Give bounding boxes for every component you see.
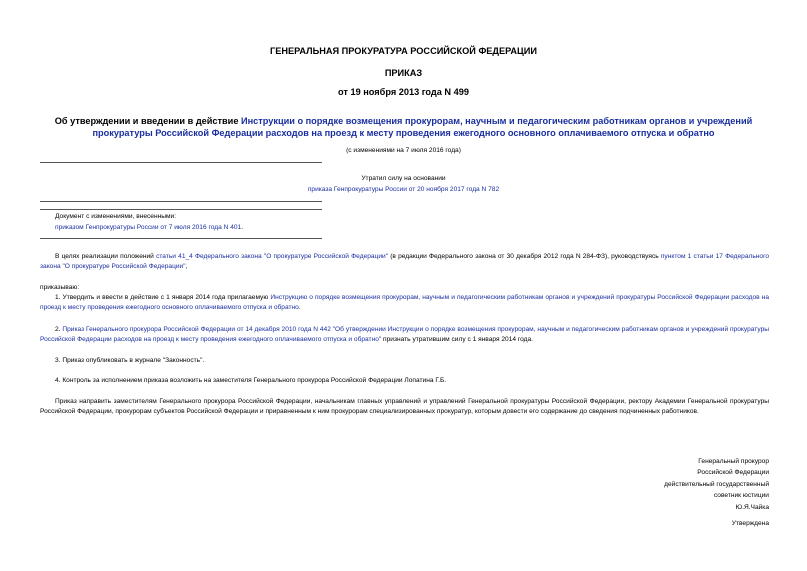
divider: [40, 238, 322, 239]
doc-type: ПРИКАЗ: [384, 68, 423, 78]
signature-name: Ю.Я.Чайка: [735, 503, 769, 511]
lost-force-label: Утратил силу на основании: [361, 175, 446, 182]
paragraph-preamble: В целях реализации положений статьи 41_4 Федерального закона "О прокуратуре Российской Федерации" (в редакции Федерального закона от 30 декабря 2012 года N 284-ФЗ), руководствуясь пунктом 1 статьи 17 Федерального закона "О прокуратуре Российской Федерации",: [40, 253, 770, 271]
lost-force-block: [0, 185, 807, 195]
amendments-block: приказом Генпрокуратуры России от 7 июля 2016 года N 401.: [55, 224, 244, 231]
amendments-label: Документ с изменениями, внесенными:: [55, 213, 177, 220]
link-instruction[interactable]: Инструкцию о порядке возмещения прокурорам, научным и педагогическим работникам органов и учреждений прокуратуры Российской Федерации расходов на проезд к месту проведения ежегодного основного оплачиваемого отпуска и обратно: [40, 294, 769, 312]
paragraph-1: 1. Утвердить и ввести в действие с 1 января 2014 года прилагаемую Инструкцию о порядке возмещения прокурорам, научным и педагогическим работникам органов и учреждений прокуратуры Российской Федерации расходов на проезд к месту проведения ежегодного основного оплачиваемого отпуска и обратно.: [40, 294, 769, 312]
lost-force-link[interactable]: приказа Генпрокуратуры России от 20 ноября 2017 года N 782: [307, 186, 500, 193]
paragraph-3: 3. Приказ опубликовать в журнале "Законность".: [55, 357, 205, 364]
approved-label: Утверждена: [731, 520, 769, 527]
signature-block: [664, 456, 769, 513]
link-article-17[interactable]: пунктом 1 статьи 17 Федерального закона "О прокуратуре Российской Федерации": [40, 253, 770, 271]
title-instruction-link[interactable]: Инструкции о порядке возмещения прокурорам, научным и педагогическим работникам органов и учреждений прокуратуры Российской Федерации расходов на проезд к месту проведения ежегодного основного оплачиваемого отпуска и обратно: [92, 116, 753, 138]
changes-note: (с изменениями на 7 июля 2016 года): [346, 147, 461, 154]
title-prefix: Об утверждении и введении в действие: [54, 116, 241, 126]
paragraph-4: 4. Контроль за исполнением приказа возложить на заместителя Генерального прокурора Российской Федерации Лопатина Г.Б.: [55, 377, 447, 384]
org-name: ГЕНЕРАЛЬНАЯ ПРОКУРАТУРА РОССИЙСКОЙ ФЕДЕРАЦИИ: [270, 46, 537, 56]
signature-line: советник юстиции: [713, 492, 769, 500]
divider: [40, 209, 322, 210]
paragraph-5: Приказ направить заместителям Генерального прокурора Российской Федерации, начальникам главных управлений и управлений Генеральной прокуратуры Российской Федерации, ректору Академии Генеральной прокуратуры Российской Федерации, прокурорам субъектов Российской Федерации и приравненным к ним прокурорам специализированных прокуратур, которым довести его содержание до сведения подчиненных работников.: [40, 398, 769, 416]
amendments-link[interactable]: приказом Генпрокуратуры России от 7 июля 2016 года N 401: [55, 224, 242, 231]
link-order-442[interactable]: Приказ Генерального прокурора Российской Федерации от 14 декабря 2010 года N 442 "Об утверждении Инструкции о порядке возмещения прокурорам, научным и педагогическим работникам органов и учреждений прокуратуры Российской Федерации расходов на проезд к месту проведения ежегодного оплачиваемого отпуска и обратно": [40, 326, 769, 344]
doc-date-number: от 19 ноября 2013 года N 499: [338, 87, 469, 97]
document-title: [40, 115, 767, 139]
signature-line: Генеральный прокурор: [698, 458, 769, 465]
signature-line: действительный государственный: [664, 480, 769, 488]
order-word: приказываю:: [40, 284, 80, 291]
divider: [40, 201, 322, 202]
link-article-41-4[interactable]: статьи 41_4 Федерального закона "О прокуратуре Российской Федерации": [156, 253, 389, 260]
signature-line: Российской Федерации: [697, 469, 769, 477]
divider: [40, 162, 322, 163]
paragraph-2: 2. Приказ Генерального прокурора Российской Федерации от 14 декабря 2010 года N 442 "Об утверждении Инструкции о порядке возмещения прокурорам, научным и педагогическим работникам органов и учреждений прокуратуры Российской Федерации расходов на проезд к месту проведения ежегодного оплачиваемого отпуска и обратно" признать утратившим силу с 1 января 2014 года.: [40, 326, 769, 344]
